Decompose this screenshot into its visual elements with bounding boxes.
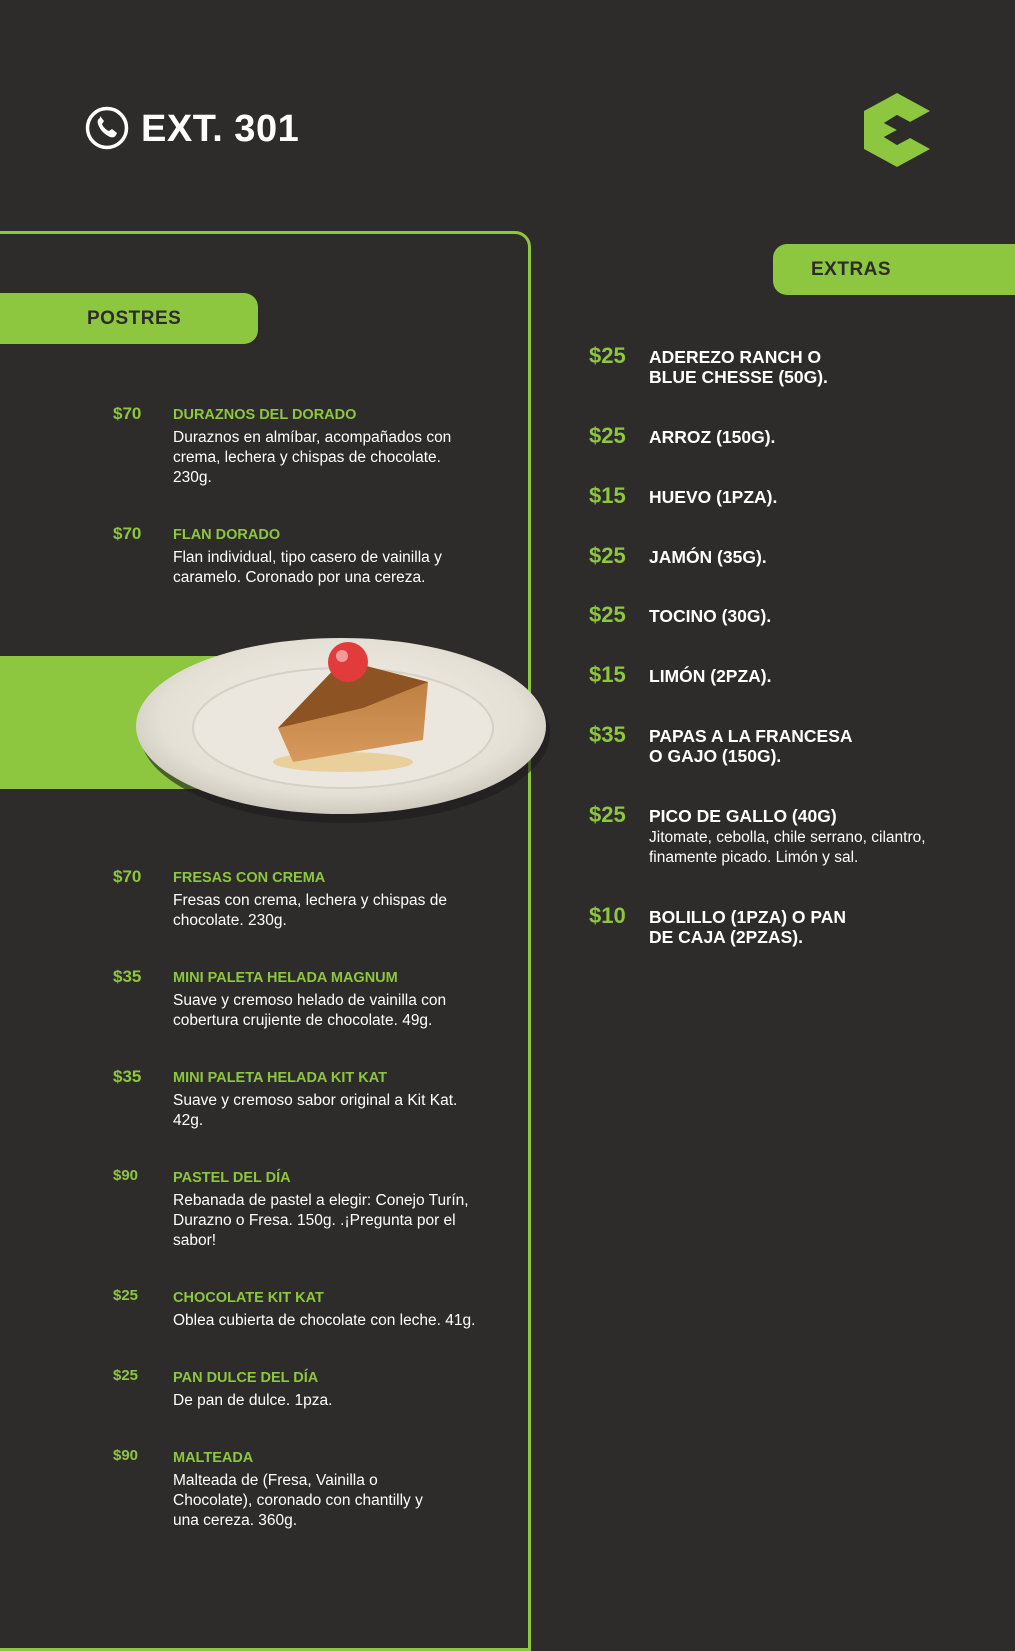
dessert-price: $35 [113, 1067, 142, 1086]
dessert-name: PAN DULCE DEL DÍA [173, 1370, 319, 1386]
dessert-price: $25 [113, 1287, 139, 1304]
dessert-name: PASTEL DEL DÍA [173, 1170, 291, 1186]
dessert-description: Oblea cubierta de chocolate con leche. 41g. [173, 1312, 476, 1329]
extra-price: $10 [589, 903, 626, 928]
extra-price: $15 [589, 662, 626, 687]
extra-name: TOCINO (30G). [649, 606, 772, 626]
extra-price: $15 [589, 483, 626, 508]
dessert-description: Suave y cremoso sabor original a Kit Kat. 42g. [173, 1092, 458, 1129]
extra-price: $35 [589, 722, 626, 747]
extra-name: HUEVO (1PZA). [649, 487, 778, 507]
dessert-name: MINI PALETA HELADA KIT KAT [173, 1070, 387, 1086]
dessert-description: Duraznos en almíbar, acompañados con crema, lechera y chispas de chocolate. 230g. [173, 429, 452, 486]
dessert-price: $70 [113, 867, 142, 886]
extra-price: $25 [589, 543, 626, 568]
extra-description: Jitomate, cebolla, chile serrano, cilantro, finamente picado. Limón y sal. [649, 829, 926, 866]
dessert-name: CHOCOLATE KIT KAT [173, 1290, 324, 1306]
extension-number: EXT. 301 [141, 108, 300, 150]
dessert-description: De pan de dulce. 1pza. [173, 1392, 333, 1409]
dessert-description: Malteada de (Fresa, Vainilla o Chocolate), coronado con chantilly y una cereza. 360g. [173, 1472, 423, 1529]
extra-price: $25 [589, 423, 626, 448]
dessert-price: $90 [113, 1447, 139, 1464]
dessert-price: $25 [113, 1367, 139, 1384]
dessert-name: DURAZNOS DEL DORADO [173, 407, 357, 423]
extra-price: $25 [589, 343, 626, 368]
brand-logo-icon [862, 93, 932, 167]
flan-photo [133, 630, 553, 825]
dessert-name: MALTEADA [173, 1450, 254, 1466]
dessert-description: Fresas con crema, lechera y chispas de chocolate. 230g. [173, 892, 447, 929]
phone-icon [85, 106, 129, 150]
extra-name: PAPAS A LA FRANCESA O GAJO (150G). [649, 726, 852, 766]
extra-name: PICO DE GALLO (40G) [649, 806, 837, 826]
dessert-price: $90 [113, 1167, 139, 1184]
dessert-description: Rebanada de pastel a elegir: Conejo Turín, Durazno o Fresa. 150g. .¡Pregunta por el sabor! [173, 1192, 469, 1249]
dessert-name: FRESAS CON CREMA [173, 870, 326, 886]
dessert-name: FLAN DORADO [173, 527, 281, 543]
extra-name: ARROZ (150G). [649, 427, 776, 447]
extra-price: $25 [589, 602, 626, 627]
extra-name: ADEREZO RANCH O BLUE CHESSE (50G). [649, 347, 828, 387]
extra-price: $25 [589, 802, 626, 827]
postres-section-title: POSTRES [0, 293, 258, 344]
dessert-price: $35 [113, 967, 142, 986]
dessert-price: $70 [113, 524, 142, 543]
extra-name: BOLILLO (1PZA) O PAN DE CAJA (2PZAS). [649, 907, 847, 947]
dessert-description: Flan individual, tipo casero de vainilla y caramelo. Coronado por una cereza. [173, 549, 442, 586]
extra-name: LIMÓN (2PZA). [649, 666, 772, 686]
dessert-description: Suave y cremoso helado de vainilla con cobertura crujiente de chocolate. 49g. [173, 992, 447, 1029]
dessert-name: MINI PALETA HELADA MAGNUM [173, 970, 398, 986]
extra-name: JAMÓN (35G). [649, 547, 767, 567]
dessert-price: $70 [113, 404, 142, 423]
extras-section-title: EXTRAS [773, 244, 1015, 295]
